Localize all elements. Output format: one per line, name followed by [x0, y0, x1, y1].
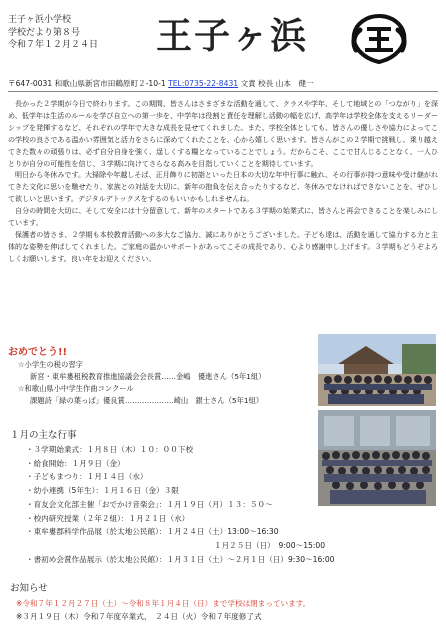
address-row — [8, 78, 438, 89]
masthead-title: 王子ヶ浜 — [156, 15, 309, 57]
phone-link[interactable]: TEL:0735-22-8431 — [168, 79, 239, 88]
schedule-item: ・書初め会賞作品展示（於太地公民館）：１月３１日（土）～２月１日（日）9:30～16:00 — [26, 554, 335, 564]
schedule-title: １月の主な行事 — [10, 430, 77, 441]
issue-date: 令和７年１２月２４日 — [8, 40, 99, 50]
school-emblem-icon — [346, 12, 412, 66]
schedule-item: ・東牟婁郡科学作品展（於太地公民館）：１月２４日（土）13:00～16:30 — [26, 527, 279, 537]
message-paragraph: 保護者の皆さま、２学期も本校教育活動への多大なご協力、誠にありがとうございました。子ども達は、活動を通して協力する力と主体的な姿勢を伸ばしてくれました。ご家庭の温かいサポートがあってこその成長であり、心より感謝申し上げます。３学期もどうぞよろしくお願いします。良い年をお迎えください。 — [8, 229, 438, 263]
schedule-item: ・校内研究授業（２年２組）：１月２１日（水） — [26, 513, 190, 523]
schedule-item: ・育友会文化部主催「おでかけ音楽会」：１月１９日（月）１３：５０～ — [26, 499, 273, 509]
message-paragraph: 明日から冬休みです。大掃除や年越しそば、正月飾りに初詣といった日本の大切な年中行事に触れ、その行事が持つ意味や受け継がれてきた文化に思いを馳せたり、家族との対話を大切に、新年の抱負を伝え合ったりするなど、冬休みでなければできないことを、ぜひして欲しいと思います。デジタルデトックスをするのもいいかもしれませんね。 — [8, 170, 438, 204]
school-address: 〒647-0031 和歌山県新宮市田鶴原町２-10-1 — [8, 79, 166, 88]
awards-section — [8, 346, 308, 407]
issue-number: 学校だより第８号 — [8, 27, 81, 38]
award-category: ☆和歌山県小中学生作曲コンクール — [18, 384, 134, 393]
principal-message — [8, 98, 438, 265]
header-divider — [8, 91, 438, 92]
schedule-item-continued: １月２５日（日） 9:00～15:00 — [214, 540, 326, 550]
notice-title: お知らせ — [10, 583, 48, 594]
award-category: ☆小学生の税の習字 — [18, 360, 83, 369]
group-photo-outdoor — [318, 334, 436, 406]
january-schedule — [8, 430, 438, 566]
award-winner: 新宮・東牟婁租税教育推進協議会会長賞‥‥‥金嶋 優進さん（5年1組） — [30, 372, 266, 381]
notice-item-closure: ※令和７年１２月２７日（土）～令和８年１月４日（日）まで学校は閉まっています。 — [16, 599, 311, 608]
awards-title: おめでとう!! — [8, 347, 68, 358]
schedule-item: ・子どもまつり：１月１４日（水） — [26, 472, 148, 482]
award-winner: 課題詩「緑の葉っぱ」優良賞‥‥‥‥‥‥‥‥‥‥崎山 銀士さん（5年1組） — [30, 396, 264, 405]
school-info — [8, 14, 150, 52]
notice-section — [8, 582, 438, 623]
responsible-person: 文責 校長 山本 健一 — [240, 79, 314, 88]
notice-item-ceremonies: ※３月１９日（木）令和７年度卒業式、 ２４日（火）令和７年度修了式 — [16, 612, 262, 621]
school-name: 王子ヶ浜小学校 — [8, 15, 72, 25]
message-paragraph: 自分の時間を大切に、そして安全には十分留意して、新年のスタートである３学期の始業式に、皆さんと再会できることを楽しみにしています。 — [8, 206, 438, 228]
message-paragraph: 長かった２学期が今日で終わります。この期間、皆さんはさまざまな活動を通して、クラスや学年、そして地域との「つながり」を深め、低学年は生活のルールを学び自立への第一歩を、中学年は役割と責任を理解し活動の幅を広げ、高学年は学校全体を支えるリーダーシップを発揮するなど、それぞれの学年で大きな成長を見せてくれました。また、学校全体としても、皆さんの優しさや協力によってこの学校の良さである温かい雰囲気と活力をさらに深めてくれたことを、心から嬉しく思います。皆さんがこの２学期で挑戦し、乗り越えてきた数々の頑張りは、必ず自分自身を強く、逞しくする糧となっていることでしょう。だからこそ、ここで甘んじることなく、一人ひとりが自分の可能性を信じ、３学期に向けてさらなる高みを目指していくことを期待しています。 — [8, 99, 438, 168]
schedule-item: ・幼小連携（5年生）：１月１６日（金）３限 — [26, 486, 179, 496]
newsletter-header — [0, 0, 446, 100]
schedule-item: ・３学期始業式：１月８日（木）１０：００下校 — [26, 445, 194, 454]
schedule-item: ・給食開始：１月９日（金） — [26, 458, 125, 468]
